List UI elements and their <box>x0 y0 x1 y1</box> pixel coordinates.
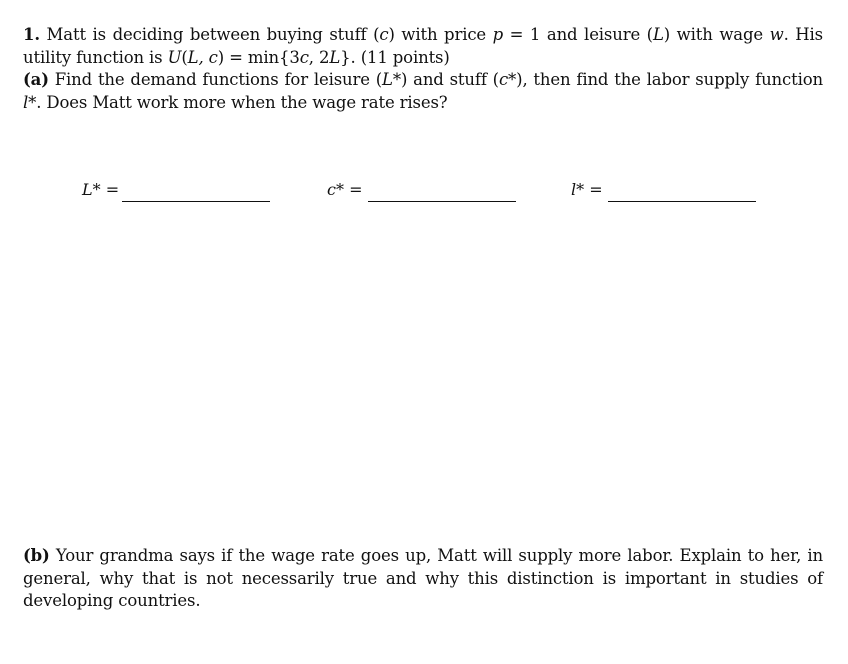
blank-variable-label: l* = <box>571 180 603 199</box>
blank-variable-label: L* = <box>82 180 120 199</box>
question-number: 1. <box>23 25 40 44</box>
answer-line[interactable] <box>608 201 756 202</box>
answer-line[interactable] <box>122 201 270 202</box>
part-b-label: (b) <box>23 546 50 565</box>
answer-line[interactable] <box>368 201 516 202</box>
part-a-text: Find the demand functions for leisure (L*) and stuff (c*), then find the labor supply function l*. Does Matt work more when the wage rate rises? <box>23 70 823 112</box>
question-intro: Matt is deciding between buying stuff (c) with price p = 1 and leisure (L) with wage w. His utility function is U(L, c) = min{3c, 2L}. (11 points) <box>23 25 823 67</box>
part-b-text: Your grandma says if the wage rate goes up, Matt will supply more labor. Explain to her, in general, why that is not necessarily true and why this distinction is important in studies of developing countries. <box>23 546 823 610</box>
part-b <box>23 545 823 613</box>
question-1 <box>23 24 823 114</box>
part-a-label: (a) <box>23 70 49 89</box>
blank-variable-label: c* = <box>327 180 363 199</box>
